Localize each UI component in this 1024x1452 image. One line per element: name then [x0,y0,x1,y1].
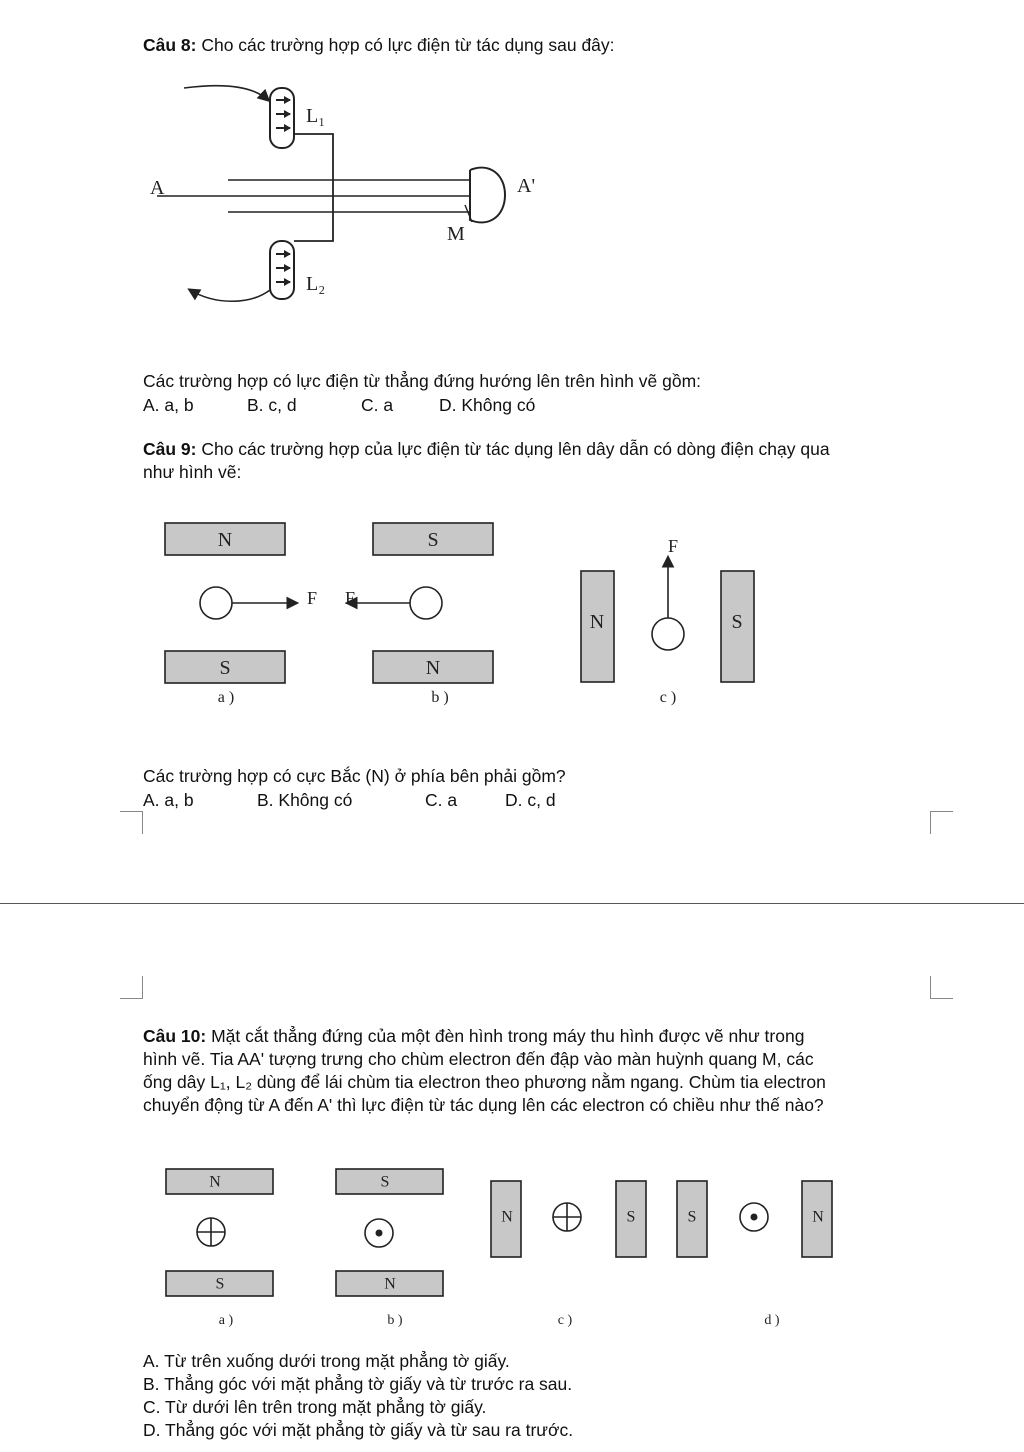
q9-b-force: F [345,588,356,608]
q10-text-line4: chuyển động từ A đến A' thì lực điện từ tác dụng lên các electron có chiều như thế nào? [143,1095,824,1115]
q9-text-line2: như hình vẽ: [143,462,242,482]
q10-option-d[interactable]: D. Thẳng góc với mặt phẳng tờ giấy và từ sau ra trước. [143,1420,574,1440]
q9-b-caption: b ) [431,689,449,706]
q9-heading [143,438,830,461]
q9-option-c[interactable]: C. a [425,790,458,810]
q9-c-right-pole: S [731,611,743,633]
q8-wire-bottom [190,290,270,301]
q9-figure [0,500,1024,720]
q8-label-m: M [447,223,465,245]
q10-a-top-pole: N [209,1173,221,1191]
q10-b-top-pole: S [380,1173,390,1191]
q10-case-d [677,1181,832,1328]
page-break [0,903,1024,904]
q10-title: Câu 10: [143,1026,207,1046]
q8-label-a-prime: A' [517,175,536,197]
q9-a-caption: a ) [217,689,235,706]
q8-text: Cho các trường hợp có lực điện từ tác dụng sau đây: [196,35,615,55]
q10-a-current-into-page-icon [197,1218,225,1246]
q9-a-force: F [307,588,318,608]
q10-c-current-into-page-icon [553,1203,581,1231]
q9-case-a [165,523,317,706]
q9-case-c [581,536,754,706]
q8-title: Câu 8: [143,35,197,55]
q8-option-a[interactable]: A. a, b [143,395,194,415]
q8-coil-l1 [270,88,294,148]
q9-c-force: F [668,536,679,556]
q10-d-left-pole: S [687,1208,697,1226]
q9-option-d[interactable]: D. c, d [505,790,556,810]
q8-option-d[interactable]: D. Không có [439,395,536,415]
margin-mark-top-left [120,811,143,834]
q9-b-top-pole: S [427,529,439,551]
q10-d-current-out-of-page-icon [740,1203,768,1231]
q10-a-bottom-pole: S [215,1275,225,1293]
q10-case-b [336,1169,443,1328]
q9-question: Các trường hợp có cực Bắc (N) ở phía bên phải gồm? [143,766,566,786]
q10-option-c[interactable]: C. Từ dưới lên trên trong mặt phẳng tờ giấy. [143,1397,487,1417]
q9-a-bottom-pole: S [219,657,231,679]
q10-line1 [143,1025,804,1048]
q10-c-right-pole: S [626,1208,636,1226]
q8-label-l2: L₂ [306,273,326,295]
q10-case-c [491,1181,646,1328]
q8-options [143,394,743,417]
q10-a-caption: a ) [218,1313,234,1328]
q10-d-caption: d ) [764,1313,780,1328]
q9-options [143,789,743,812]
q10-option-a[interactable]: A. Từ trên xuống dưới trong mặt phẳng tờ giấy. [143,1351,510,1371]
q10-b-bottom-pole: N [384,1275,396,1293]
q10-text-line2: hình vẽ. Tia AA' tượng trưng cho chùm electron đến đập vào màn huỳnh quang M, các [143,1049,814,1069]
margin-mark-bottom-right [930,976,953,999]
q9-a-top-pole: N [217,529,233,551]
q10-case-a [166,1169,273,1328]
q10-option-b[interactable]: B. Thẳng góc với mặt phẳng tờ giấy và từ trước ra sau. [143,1374,573,1394]
q10-d-right-pole: N [812,1208,824,1226]
q9-c-left-pole: N [589,611,605,633]
q10-text-line1: Mặt cắt thẳng đứng của một đèn hình trong máy thu hình được vẽ như trong [206,1026,805,1046]
q8-coil-l2 [270,241,294,299]
q8-wire-top [184,86,268,100]
q9-text-line1: Cho các trường hợp của lực điện từ tác dụng lên dây dẫn có dòng điện chạy qua [196,439,830,459]
q9-option-a[interactable]: A. a, b [143,790,194,810]
q8-label-a: A [150,177,165,199]
q9-c-caption: c ) [659,689,677,706]
q10-b-caption: b ) [387,1313,403,1328]
q8-question: Các trường hợp có lực điện từ thẳng đứng hướng lên trên hình vẽ gồm: [143,371,702,391]
q8-figure [0,0,1024,340]
q10-c-left-pole: N [501,1208,513,1226]
q10-b-current-out-of-page-icon [365,1219,393,1247]
q10-c-caption: c ) [557,1313,573,1328]
q9-case-b [345,523,493,706]
q8-option-c[interactable]: C. a [361,395,394,415]
margin-mark-bottom-left [120,976,143,999]
q9-b-bottom-pole: N [425,657,441,679]
q10-text-line3: ống dây L₁, L₂ dùng để lái chùm tia electron theo phương nằm ngang. Chùm tia electron [143,1072,826,1092]
q10-figure [0,1160,1024,1340]
q9-option-b[interactable]: B. Không có [257,790,353,810]
margin-mark-top-right [930,811,953,834]
q8-label-l1: L₁ [306,105,326,127]
q8-option-b[interactable]: B. c, d [247,395,297,415]
q9-title: Câu 9: [143,439,197,459]
q8-screen-m [470,168,505,223]
